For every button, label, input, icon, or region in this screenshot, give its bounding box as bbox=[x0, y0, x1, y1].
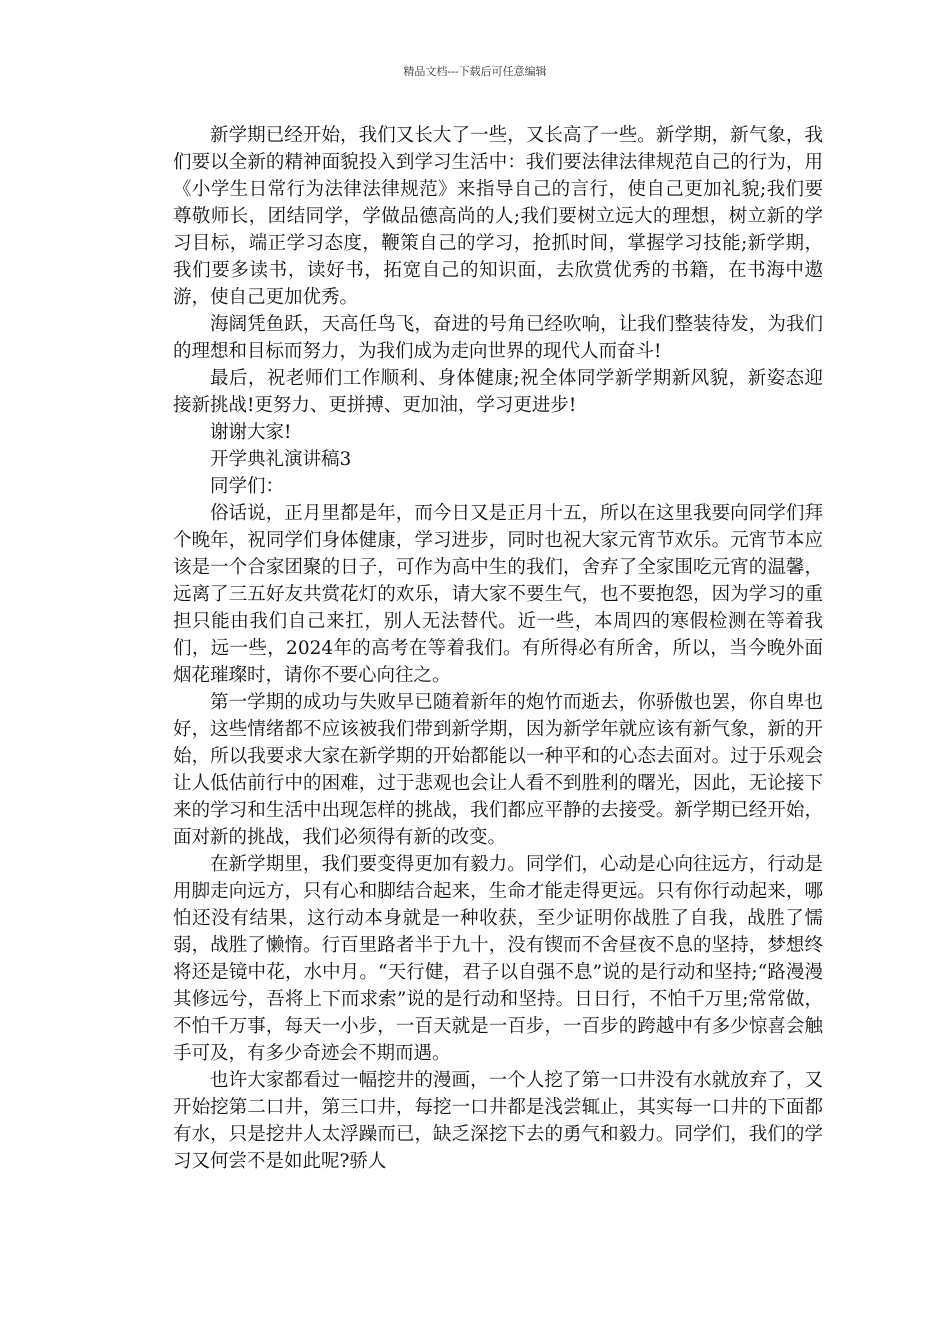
paragraph: 最后，祝老师们工作顺利、身体健康;祝全体同学新学期新风貌，新姿态迎接新挑战!更努力、更拼搏、更加油，学习更进步! bbox=[173, 368, 823, 416]
paragraph: 也许大家都看过一幅挖井的漫画，一个人挖了第一口井没有水就放弃了，又开始挖第二口井，第三口井，每挖一口井都是浅尝辄止，其实每一口井的下面都有水，只是挖井人太浮躁而已，缺乏深挖下去的勇气和毅力。同学们，我们的学习又何尝不是如此呢?骄人 bbox=[173, 1070, 823, 1172]
paragraph: 俗话说，正月里都是年，而今日又是正月十五，所以在这里我要向同学们拜个晚年，祝同学们身体健康，学习进步，同时也祝大家元宵节欢乐。元宵节本应该是一个合家团聚的日子，可作为高中生的我们，舍弃了全家围吃元宵的温馨，远离了三五好友共赏花灯的欢乐，请大家不要生气，也不要抱怨，因为学习的重担只能由我们自己来扛，别人无法替代。近一些，本周四的寒假检测在等着我们，远一些，2024年的高考在等着我们。有所得必有所舍，所以，当今晚外面烟花璀璨时，请你不要心向往之。 bbox=[173, 503, 823, 686]
document-body bbox=[173, 122, 823, 1175]
paragraph: 新学期已经开始，我们又长大了一些，又长高了一些。新学期，新气象，我们要以全新的精神面貌投入到学习生活中：我们要法律法律规范自己的行为，用《小学生日常行为法律法律规范》来指导自己的言行，使自己更加礼貌;我们要尊敬师长，团结同学，学做品德高尚的人;我们要树立远大的理想，树立新的学习目标，端正学习态度，鞭策自己的学习，抢抓时间，掌握学习技能;新学期，我们要多读书，读好书，拓宽自己的知识面，去欣赏优秀的书籍，在书海中遨游，使自己更加优秀。 bbox=[173, 125, 823, 308]
page-header: 精品文档---下载后可任意编辑 bbox=[403, 65, 547, 78]
paragraph: 海阔凭鱼跃，天高任鸟飞，奋进的号角已经吹响，让我们整装待发，为我们的理想和目标而努力，为我们成为走向世界的现代人而奋斗! bbox=[173, 314, 823, 362]
section-title: 开学典礼演讲稿3 bbox=[210, 449, 352, 470]
closing-thanks: 谢谢大家! bbox=[210, 422, 292, 443]
paragraph: 在新学期里，我们要变得更加有毅力。同学们，心动是心向往远方，行动是用脚走向远方，只有心和脚结合起来，生命才能走得更远。只有你行动起来，哪怕还没有结果，这行动本身就是一种收获，至少证明你战胜了自我，战胜了懦弱，战胜了懒惰。行百里路者半于九十，没有锲而不舍昼夜不息的坚持，梦想终将还是镜中花，水中月。“天行健，君子以自强不息”说的是行动和坚持;“路漫漫其修远兮，吾将上下而求索”说的是行动和坚持。日日行，不怕千万里;常常做，不怕千万事，每天一小步，一百天就是一百步，一百步的跨越中有多少惊喜会触手可及，有多少奇迹会不期而遇。 bbox=[173, 854, 823, 1064]
salutation: 同学们： bbox=[210, 476, 285, 497]
paragraph: 第一学期的成功与失败早已随着新年的炮竹而逝去，你骄傲也罢，你自卑也好，这些情绪都不应该被我们带到新学期，因为新学年就应该有新气象，新的开始，所以我要求大家在新学期的开始都能以一种平和的心态去面对。过于乐观会让人低估前行中的困难，过于悲观也会让人看不到胜利的曙光，因此，无论接下来的学习和生活中出现怎样的挑战，我们都应平静的去接受。新学期已经开始，面对新的挑战，我们必须得有新的改变。 bbox=[173, 692, 823, 848]
